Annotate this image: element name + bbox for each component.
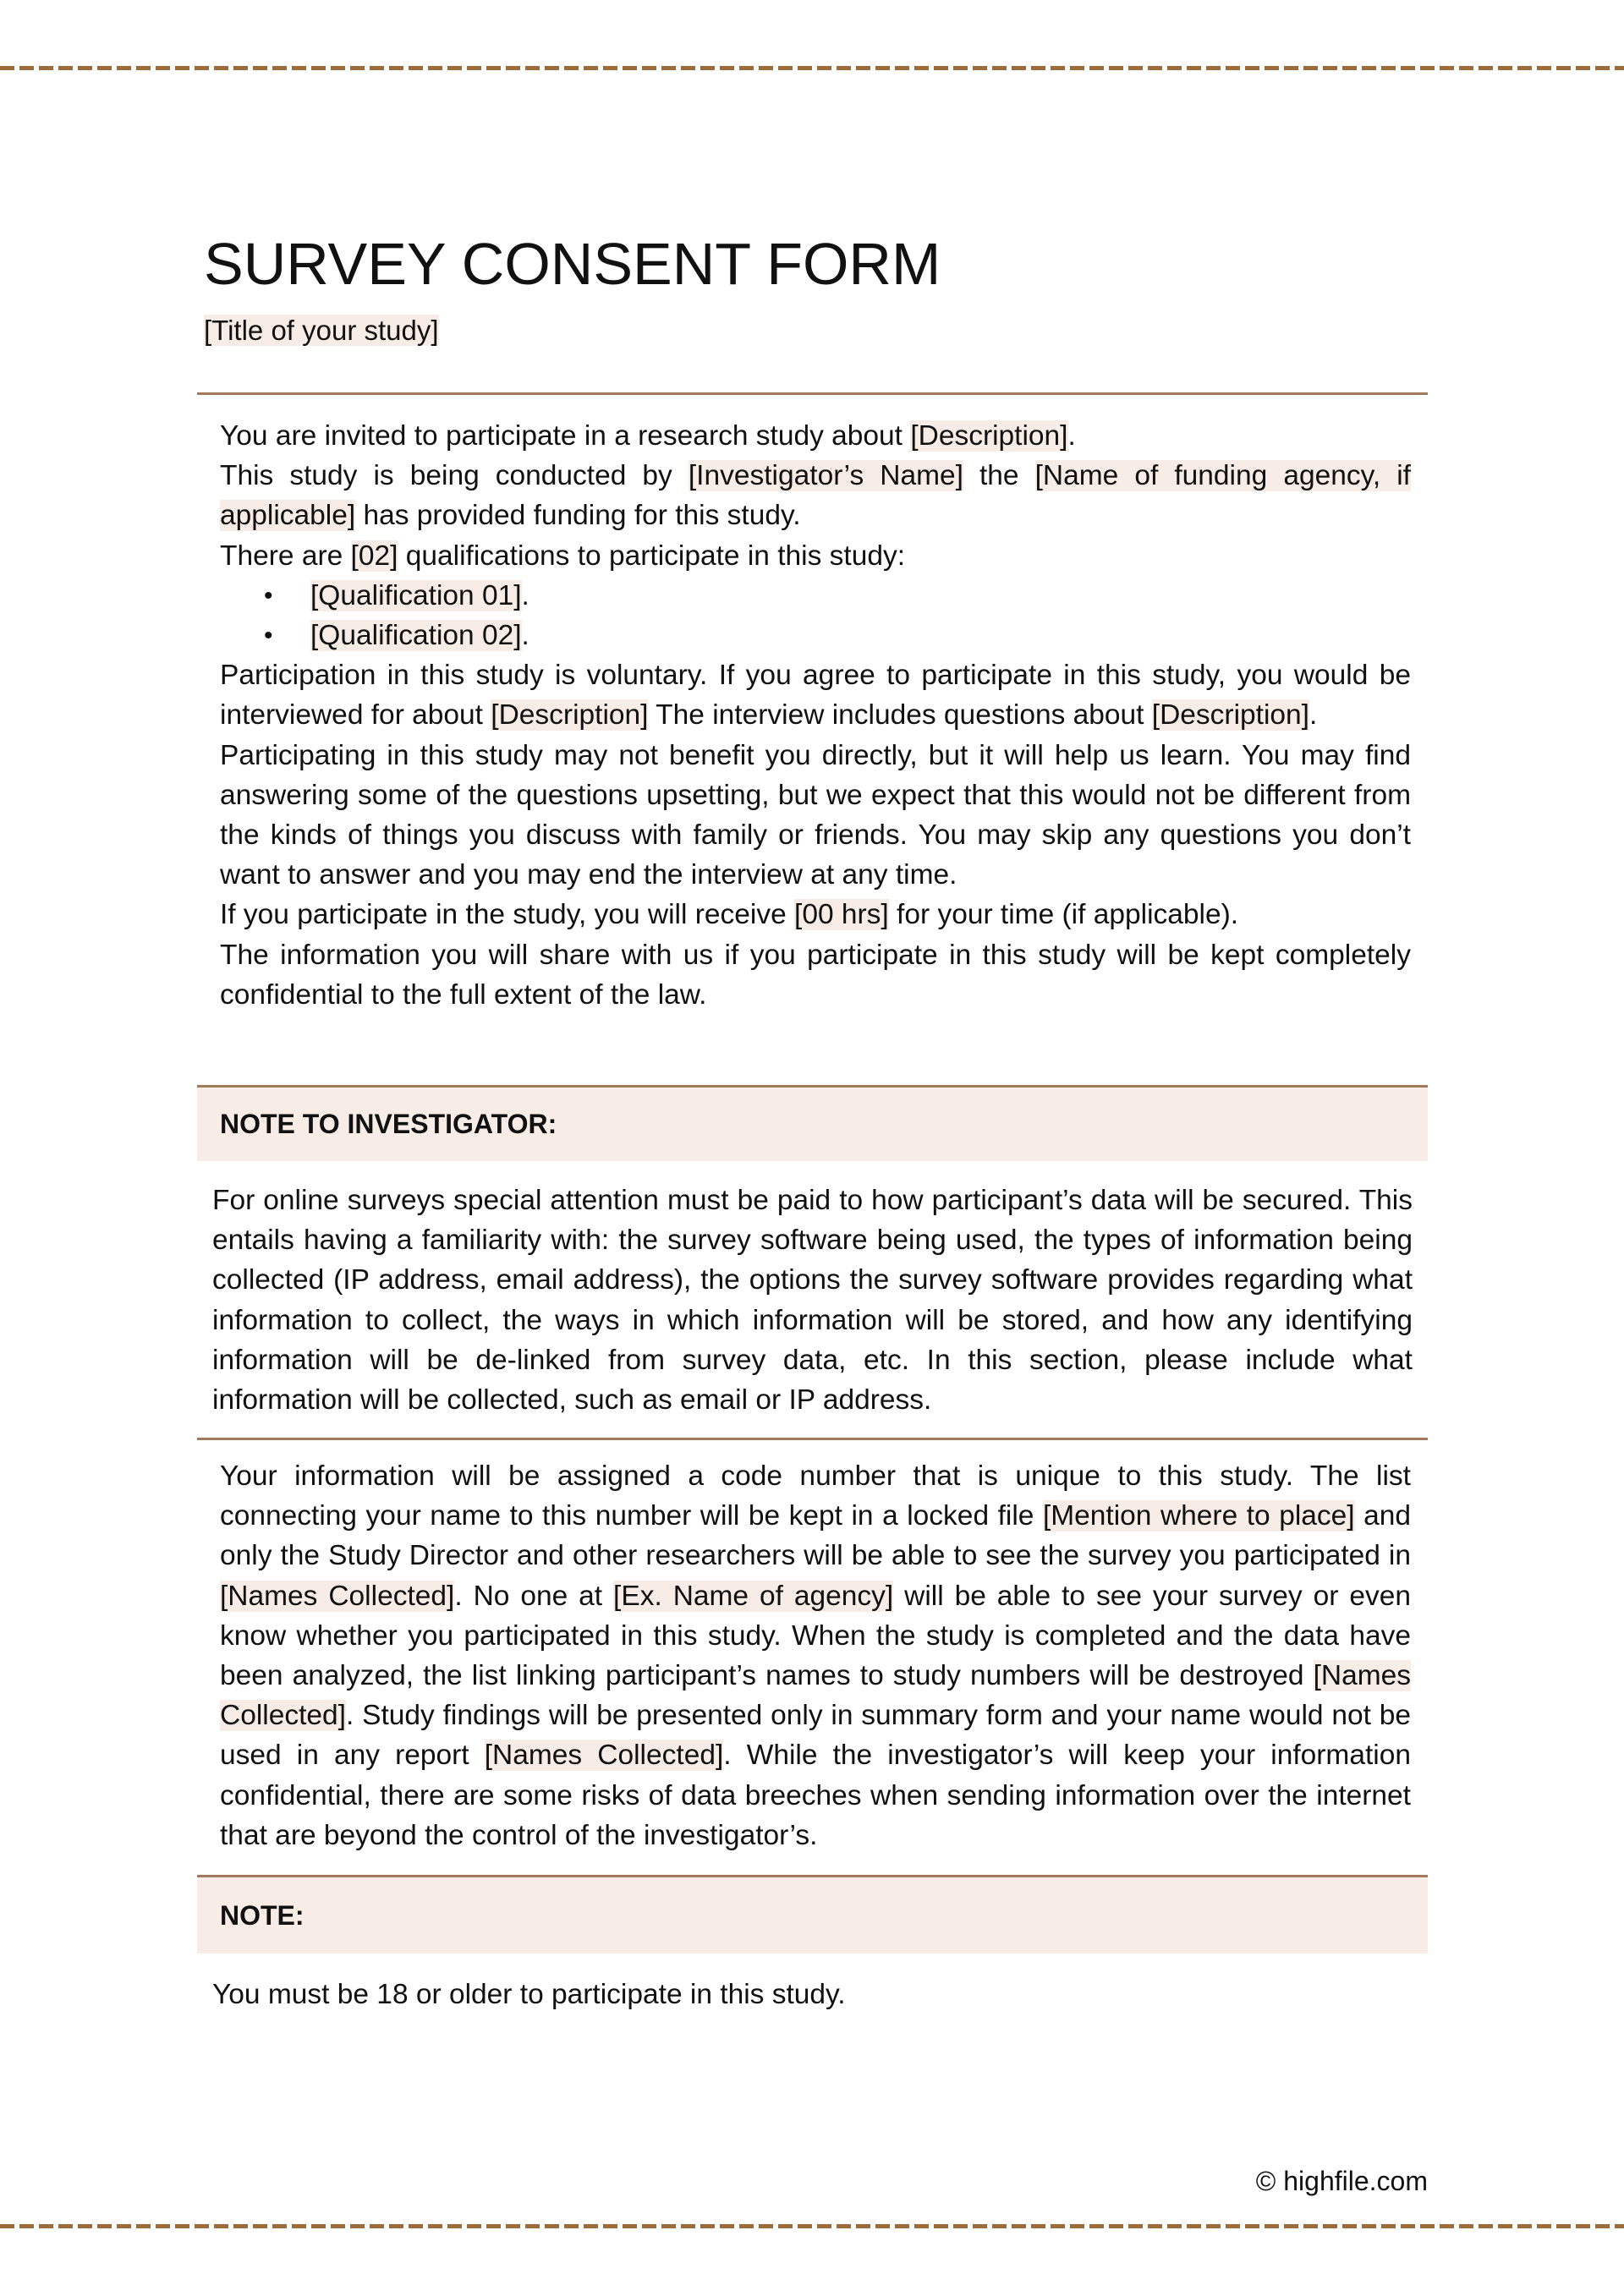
interview-duration-placeholder[interactable]: [Description]	[491, 699, 649, 732]
investigator-paragraph: This study is being conducted by [Investigator’s Name] the [Name of funding agency, if applicable] has provided funding for this study.	[220, 460, 1411, 532]
compensation-paragraph: If you participate in the study, you will receive [00 hrs] for your time (if applicable).	[220, 899, 1239, 931]
agency-name-placeholder[interactable]: [Ex. Name of agency]	[613, 1580, 894, 1612]
description-placeholder[interactable]: [Description]	[910, 420, 1068, 452]
consent-body	[197, 416, 1428, 1015]
note-header	[197, 1875, 1428, 1954]
note-to-investigator-heading: NOTE TO INVESTIGATOR:	[220, 1109, 557, 1139]
bullet-icon: •	[264, 622, 273, 650]
study-title-placeholder[interactable]	[204, 311, 439, 350]
qualification-count-placeholder[interactable]: [02]	[350, 540, 398, 572]
bullet-icon: •	[264, 581, 273, 610]
qualifications-list	[220, 576, 1411, 655]
names-collected-placeholder[interactable]: [Names Collected]	[220, 1580, 455, 1612]
bottom-dashed-border	[0, 2224, 1624, 2228]
section-divider	[197, 1438, 1428, 1440]
page-title: SURVEY CONSENT FORM	[204, 231, 941, 297]
top-dashed-border	[0, 66, 1624, 70]
confidential-paragraph: The information you will share with us if you participate in this study will be kept completely confidential to the full extent of the law.	[220, 939, 1411, 1011]
hours-placeholder[interactable]: [00 hrs]	[794, 899, 889, 931]
note-to-investigator-header	[197, 1085, 1428, 1161]
note-heading: NOTE:	[220, 1899, 304, 1931]
qualification-placeholder[interactable]: [Qualification 01]	[310, 579, 522, 611]
list-item: • [Qualification 02].	[310, 616, 1411, 655]
section-divider	[197, 392, 1428, 395]
invitation-paragraph: You are invited to participate in a research study about [Description].	[220, 420, 1076, 452]
study-title-field[interactable]: [Title of your study]	[204, 315, 439, 346]
confidentiality-body: Your information will be assigned a code number that is unique to this study. The list connecting your name to this number will be kept in a locked file [Mention where to place] and only the Study Director and other researchers will be able to see the survey you participated in [Names Collected]. No one at [Ex. Name of agency] will be able to see your survey or even know whether you participated in this study. When the study is completed and the data have been analyzed, the list linking participant’s names to study numbers will be destroyed [Names Collected]. Study findings will be presented only in summary form and your name would not be used in any report [Names Collected]. While the investigator’s will keep your information confidential, there are some risks of data breeches when sending information over the internet that are beyond the control of the investigator’s.	[220, 1460, 1412, 1851]
qualification-placeholder[interactable]: [Qualification 02]	[310, 620, 522, 652]
age-requirement: You must be 18 or older to participate in this study.	[212, 1979, 846, 2010]
investigator-name-placeholder[interactable]: [Investigator’s Name]	[688, 460, 963, 492]
funding-agency-placeholder[interactable]: [Name of funding agency, if applicable]	[220, 460, 1411, 532]
voluntary-paragraph: Participation in this study is voluntary. If you agree to participate in this study, you would be interviewed for about [Description] The interview includes questions about [Description].	[220, 660, 1411, 732]
copyright-footer: © highfile.com	[1255, 2166, 1428, 2196]
interview-topic-placeholder[interactable]: [Description]	[1151, 699, 1309, 732]
note-to-investigator-body: For online surveys special attention must be paid to how participant’s data will be secured. This entails having a familiarity with: the survey software being used, the types of information being collected (IP address, email address), the options the survey software provides regarding what information to collect, the ways in which information will be stored, and how any identifying information will be de-linked from survey data, etc. In this section, please include what information will be collected, such as email or IP address.	[212, 1185, 1413, 1417]
list-item: • [Qualification 01].	[310, 576, 1411, 616]
qualifications-intro: There are [02] qualifications to participate in this study:	[220, 540, 906, 572]
names-collected-placeholder[interactable]: [Names Collected]	[484, 1740, 724, 1772]
names-collected-placeholder[interactable]: [Names Collected]	[220, 1660, 1411, 1732]
file-location-placeholder[interactable]: [Mention where to place]	[1042, 1500, 1355, 1532]
risks-paragraph: Participating in this study may not benefit you directly, but it will help us learn. You may find answering some of the questions upsetting, but we expect that this would not be different from the kinds of things you discuss with family or friends. You may skip any questions you don’t want to answer and you may end the interview at any time.	[220, 739, 1411, 891]
